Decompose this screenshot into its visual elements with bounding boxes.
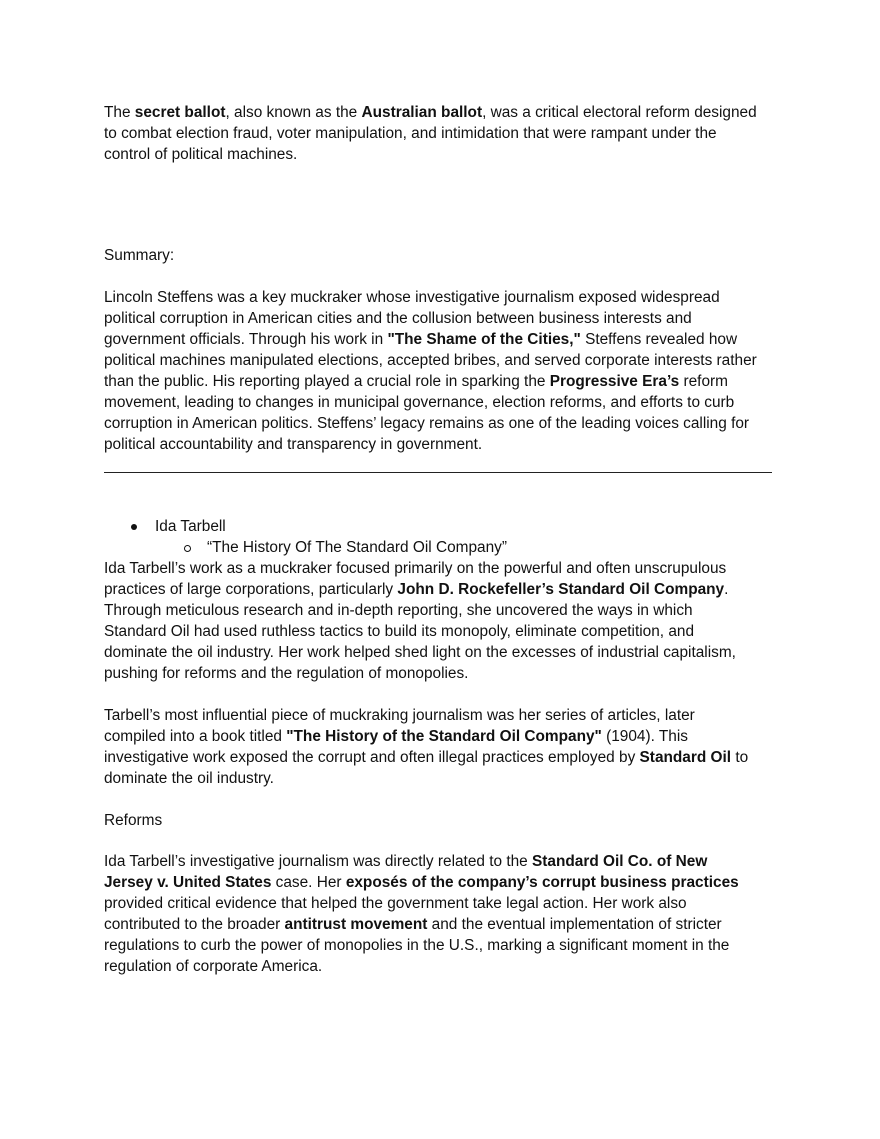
text-run: and the eventual implementation of stricter	[427, 916, 722, 933]
text-run: dominate the oil industry.	[104, 770, 274, 787]
text-run: , also known as the	[225, 104, 362, 121]
text-line	[104, 393, 734, 413]
bold-text-run: "The History of the Standard Oil Company"	[286, 728, 602, 745]
text-run: political corruption in American cities and the collusion between business interests and	[104, 310, 692, 327]
text-run: provided critical evidence that helped the government take legal action. Her work also	[104, 895, 687, 912]
text-run: .	[724, 581, 729, 598]
text-line	[104, 622, 694, 642]
text-run: , was a critical electoral reform designed	[482, 104, 757, 121]
bold-text-run: Progressive Era’s	[549, 373, 680, 390]
sublist-item-book-title: “The History Of The Standard Oil Company”	[207, 539, 507, 556]
text-line	[104, 351, 757, 371]
text-run: (1904). This	[601, 728, 688, 745]
bold-text-run: "The Shame of the Cities,"	[387, 331, 581, 348]
text-line	[104, 580, 728, 600]
text-run: than the public. His reporting played a crucial role in sparking the	[104, 373, 550, 390]
list-item-ida-tarbell: Ida Tarbell	[155, 518, 226, 535]
text-line	[104, 103, 757, 123]
text-run: Through meticulous research and in-depth reporting, she uncovered the ways in which	[104, 602, 693, 619]
bold-text-run: exposés of the company’s corrupt business practices	[345, 874, 739, 891]
text-run: Steffens revealed how	[580, 331, 738, 348]
text-line	[104, 706, 695, 726]
text-run: The	[104, 104, 135, 121]
text-line	[104, 288, 720, 308]
text-run: Lincoln Steffens was a key muckraker whose investigative journalism exposed widespread	[104, 289, 720, 306]
text-line	[104, 414, 749, 434]
text-line	[104, 727, 688, 747]
text-run: contributed to the broader	[104, 916, 285, 933]
text-line	[104, 852, 707, 872]
text-line	[104, 915, 722, 935]
text-line	[104, 309, 692, 329]
text-run: political accountability and transparency in government.	[104, 436, 483, 453]
text-line	[104, 435, 482, 455]
text-run: pushing for reforms and the regulation of monopolies.	[104, 665, 469, 682]
text-line	[104, 559, 726, 579]
text-line	[104, 957, 322, 977]
bold-text-run: Standard Oil	[639, 749, 732, 766]
text-line	[104, 372, 728, 392]
text-run: Standard Oil had used ruthless tactics to build its monopoly, eliminate competition, and	[104, 623, 695, 640]
reforms-label: Reforms	[104, 812, 163, 829]
text-run: regulation of corporate America.	[104, 958, 323, 975]
text-run: movement, leading to changes in municipal governance, election reforms, and efforts to curb	[104, 394, 735, 411]
text-run: investigative work exposed the corrupt and often illegal practices employed by	[104, 749, 640, 766]
text-run: control of political machines.	[104, 146, 298, 163]
text-run: practices of large corporations, particularly	[104, 581, 398, 598]
text-run: to combat election fraud, voter manipulation, and intimidation that were rampant under the	[104, 125, 717, 142]
text-run: Ida Tarbell’s investigative journalism was directly related to the	[104, 853, 533, 870]
text-run: corruption in American politics. Steffens’ legacy remains as one of the leading voices calling for	[104, 415, 750, 432]
text-run: compiled into a book titled	[104, 728, 287, 745]
bold-text-run: John D. Rockefeller’s Standard Oil Company	[397, 581, 725, 598]
bold-text-run: Australian ballot	[361, 104, 483, 121]
text-line	[104, 769, 274, 789]
text-run: reform	[679, 373, 728, 390]
text-run: political machines manipulated elections, accepted bribes, and served corporate interests rather	[104, 352, 757, 369]
text-line	[104, 894, 687, 914]
bullet-circle-icon	[184, 545, 191, 552]
text-line	[104, 936, 729, 956]
text-run: regulations to curb the power of monopolies in the U.S., marking a significant moment in the	[104, 937, 730, 954]
text-run: Tarbell’s most influential piece of muckraking journalism was her series of articles, later	[104, 707, 695, 724]
text-run: Ida Tarbell’s work as a muckraker focused primarily on the powerful and often unscrupulous	[104, 560, 727, 577]
text-line	[104, 748, 748, 768]
text-line	[104, 145, 297, 165]
text-line	[104, 330, 737, 350]
text-run: dominate the oil industry. Her work helped shed light on the excesses of industrial capitalism,	[104, 644, 736, 661]
horizontal-divider	[104, 472, 772, 473]
text-line	[104, 124, 717, 144]
text-line	[104, 601, 693, 621]
bold-text-run: secret ballot	[134, 104, 226, 121]
text-run: case. Her	[271, 874, 346, 891]
text-line	[104, 643, 736, 663]
bullet-disc-icon	[131, 524, 137, 530]
text-run: to	[731, 749, 749, 766]
text-line	[104, 873, 739, 893]
bold-text-run: Jersey v. United States	[104, 874, 272, 891]
summary-label: Summary:	[104, 247, 175, 264]
text-run: government officials. Through his work in	[104, 331, 388, 348]
bold-text-run: antitrust movement	[284, 916, 428, 933]
bold-text-run: Standard Oil Co. of New	[532, 853, 708, 870]
text-line	[104, 664, 468, 684]
